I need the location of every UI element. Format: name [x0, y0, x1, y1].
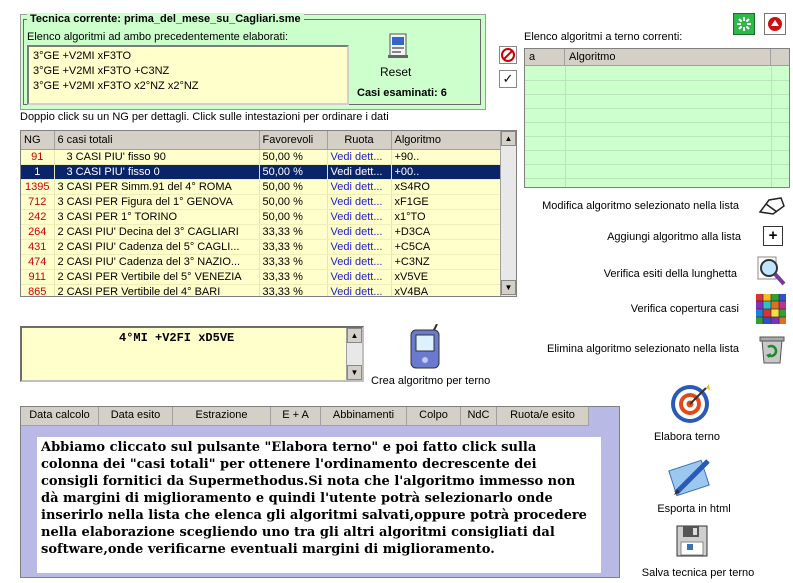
verify-outcomes-label[interactable]: Verifica esiti della lunghetta	[603, 268, 737, 280]
table-row[interactable]	[21, 150, 501, 165]
grid-icon[interactable]	[756, 294, 786, 324]
column-header-e-a[interactable]: E + A	[271, 407, 321, 426]
ruota-link[interactable]: Vedi dett...	[327, 255, 391, 270]
ng-cell[interactable]: 712	[21, 195, 54, 210]
desc-cell: 2 CASI PER Vertibile del 4° BARI	[54, 285, 259, 298]
column-header-abbinamenti[interactable]: Abbinamenti	[321, 407, 407, 426]
create-algorithm-button[interactable]: Crea algoritmo per terno	[371, 375, 491, 387]
desc-cell: 2 CASI PIU' Cadenza del 5° CAGLI...	[54, 240, 259, 255]
column-header-favorevoli[interactable]: Favorevoli	[259, 131, 327, 150]
alg-cell: xS4RO	[391, 180, 501, 195]
reset-icon[interactable]	[387, 33, 409, 59]
ruota-link[interactable]: Vedi dett...	[327, 195, 391, 210]
technique-panel	[20, 14, 486, 110]
reset-button[interactable]: Reset	[380, 65, 412, 79]
desc-cell: 3 CASI PER 1° TORINO	[54, 210, 259, 225]
desc-cell: 2 CASI PIU' Decina del 3° CAGLIARI	[54, 225, 259, 240]
column-header-ndc[interactable]: NdC	[461, 407, 497, 426]
current-algorithms-grid[interactable]	[524, 48, 790, 188]
grid-hint: Doppio click su un NG per dettagli. Click sulle intestazioni per ordinare i dati	[20, 111, 389, 123]
ng-cell[interactable]: 264	[21, 225, 54, 240]
list-item[interactable]: 3°GE +V2MI xF3TO +C3NZ	[33, 65, 170, 77]
desc-cell: 3 CASI PIU' fisso 0	[54, 165, 259, 180]
table-row-selected[interactable]	[21, 165, 501, 180]
results-grid[interactable]	[20, 130, 517, 297]
table-row[interactable]	[21, 255, 501, 270]
alg-cell: xV5VE	[391, 270, 501, 285]
alg-cell: xF1GE	[391, 195, 501, 210]
table-row[interactable]	[21, 210, 501, 225]
cases-examined-label: Casi esaminati: 6	[357, 87, 447, 99]
ruota-link[interactable]: Vedi dett...	[327, 165, 391, 180]
delete-algorithm-label[interactable]: Elimina algoritmo selezionato nella lista	[547, 343, 739, 355]
previous-algorithms-list[interactable]	[27, 45, 349, 105]
ruota-link[interactable]: Vedi dett...	[327, 285, 391, 298]
alg-cell: +90..	[391, 150, 501, 165]
alg-cell: +00..	[391, 165, 501, 180]
alg-cell: x1°TO	[391, 210, 501, 225]
ruota-link[interactable]: Vedi dett...	[327, 225, 391, 240]
ruota-link[interactable]: Vedi dett...	[327, 240, 391, 255]
column-header-data-calcolo[interactable]: Data calcolo	[21, 407, 99, 426]
column-header-a[interactable]: a	[525, 49, 565, 66]
desc-cell: 3 CASI PER Simm.91 del 4° ROMA	[54, 180, 259, 195]
edit-icon[interactable]	[757, 192, 787, 222]
list-item[interactable]: 3°GE +V2MI xF3TO x2°NZ x2°NZ	[33, 80, 199, 92]
column-header-colpo[interactable]: Colpo	[407, 407, 461, 426]
ng-cell[interactable]: 1395	[21, 180, 54, 195]
ng-cell[interactable]: 431	[21, 240, 54, 255]
fav-cell: 50,00 %	[259, 195, 327, 210]
table-row[interactable]	[21, 225, 501, 240]
magnifier-icon[interactable]	[755, 255, 785, 285]
column-header-casi-totali[interactable]: 6 casi totali	[54, 131, 259, 150]
ruota-link[interactable]: Vedi dett...	[327, 150, 391, 165]
export-html-button[interactable]: Esporta in html	[657, 503, 731, 515]
column-header-ng[interactable]: NG	[21, 131, 54, 150]
scroll-down-button[interactable]: ▼	[501, 280, 516, 295]
fav-cell: 50,00 %	[259, 180, 327, 195]
fav-cell: 50,00 %	[259, 150, 327, 165]
fav-cell: 50,00 %	[259, 165, 327, 180]
alg-cell: +C3NZ	[391, 255, 501, 270]
save-technique-button[interactable]: Salva tecnica per terno	[641, 567, 755, 579]
table-row[interactable]	[21, 285, 501, 298]
list-item[interactable]: 3°GE +V2MI xF3TO	[33, 50, 132, 62]
scroll-down-button[interactable]: ▼	[347, 365, 362, 380]
current-algorithms-title: Elenco algoritmi a terno correnti:	[524, 31, 683, 43]
table-row[interactable]	[21, 240, 501, 255]
pencil-icon[interactable]	[668, 453, 712, 497]
previous-algorithms-label: Elenco algoritmi ad ambo precedentemente elaborati:	[27, 31, 289, 43]
ng-cell[interactable]: 91	[21, 150, 54, 165]
target-icon[interactable]	[668, 382, 712, 426]
column-header-ruota-esito[interactable]: Ruota/e esito	[497, 407, 589, 426]
desc-cell: 2 CASI PER Vertibile del 5° VENEZIA	[54, 270, 259, 285]
desc-cell: 3 CASI PER Figura del 1° GENOVA	[54, 195, 259, 210]
ng-cell[interactable]: 1	[21, 165, 54, 180]
annotation-text: Abbiamo cliccato sul pulsante "Elabora terno" e poi fatto click sulla colonna dei "casi totali" per ottenere l'ordinamento decrescente dei consigli fornitici da Supermethodus.Si nota che l'algoritmo immesso non dà margini di miglioramento e quindi l'utente potrà selezionarlo onde inserirlo nella lista che elenca gli algoritmi salvati,oppure potrà procedere nella elaborazione scegliendo uno tra gli altri algoritmi consigliati dal software,onde verificarne eventuali margini di miglioramento.	[37, 437, 601, 573]
ruota-link[interactable]: Vedi dett...	[327, 210, 391, 225]
technique-title: Tecnica corrente: prima_del_mese_su_Cagliari.sme	[27, 13, 304, 25]
fav-cell: 33,33 %	[259, 240, 327, 255]
scroll-up-button[interactable]: ▲	[501, 131, 516, 146]
floppy-icon[interactable]	[675, 524, 709, 558]
results-table	[21, 131, 502, 297]
handheld-icon[interactable]	[406, 324, 444, 370]
editor-scrollbar[interactable]	[346, 328, 362, 380]
details-panel	[20, 406, 620, 578]
fav-cell: 33,33 %	[259, 225, 327, 240]
alg-cell: +D3CA	[391, 225, 501, 240]
table-row[interactable]	[21, 180, 501, 195]
column-header-blank	[771, 49, 790, 66]
scroll-up-button[interactable]: ▲	[347, 328, 362, 343]
column-header-algoritmo[interactable]: Algoritmo	[565, 49, 771, 66]
alg-cell: xV4BA	[391, 285, 501, 298]
modify-algorithm-label[interactable]: Modifica algoritmo selezionato nella lista	[542, 200, 739, 212]
desc-cell: 3 CASI PIU' fisso 90	[54, 150, 259, 165]
column-header-algoritmo[interactable]: Algoritmo	[391, 131, 501, 150]
check-icon[interactable]: ✓	[499, 70, 517, 88]
add-algorithm-label[interactable]: Aggiungi algoritmo alla lista	[607, 231, 741, 243]
algorithm-editor[interactable]	[20, 326, 364, 382]
algorithm-editor-text[interactable]: 4°MI +V2FI xD5VE	[119, 331, 235, 345]
ruota-link[interactable]: Vedi dett...	[327, 270, 391, 285]
verify-coverage-label[interactable]: Verifica copertura casi	[630, 303, 739, 315]
fav-cell: 33,33 %	[259, 255, 327, 270]
trash-icon[interactable]	[757, 333, 787, 363]
ng-cell[interactable]: 865	[21, 285, 54, 298]
fav-cell: 33,33 %	[259, 285, 327, 298]
ng-cell[interactable]: 474	[21, 255, 54, 270]
fav-cell: 33,33 %	[259, 270, 327, 285]
table-row[interactable]	[21, 270, 501, 285]
ruota-link[interactable]: Vedi dett...	[327, 180, 391, 195]
column-header-data-esito[interactable]: Data esito	[99, 407, 173, 426]
column-header-estrazione[interactable]: Estrazione	[173, 407, 271, 426]
close-icon[interactable]	[764, 13, 786, 35]
column-header-ruota[interactable]: Ruota	[327, 131, 391, 150]
stop-icon[interactable]	[499, 46, 517, 64]
refresh-icon[interactable]	[733, 13, 755, 35]
ng-cell[interactable]: 242	[21, 210, 54, 225]
alg-cell: +C5CA	[391, 240, 501, 255]
table-row[interactable]	[21, 195, 501, 210]
add-icon[interactable]: +	[763, 226, 783, 246]
elabora-terno-button[interactable]: Elabora terno	[653, 431, 721, 443]
ng-cell[interactable]: 911	[21, 270, 54, 285]
fav-cell: 50,00 %	[259, 210, 327, 225]
desc-cell: 2 CASI PIU' Cadenza del 3° NAZIO...	[54, 255, 259, 270]
